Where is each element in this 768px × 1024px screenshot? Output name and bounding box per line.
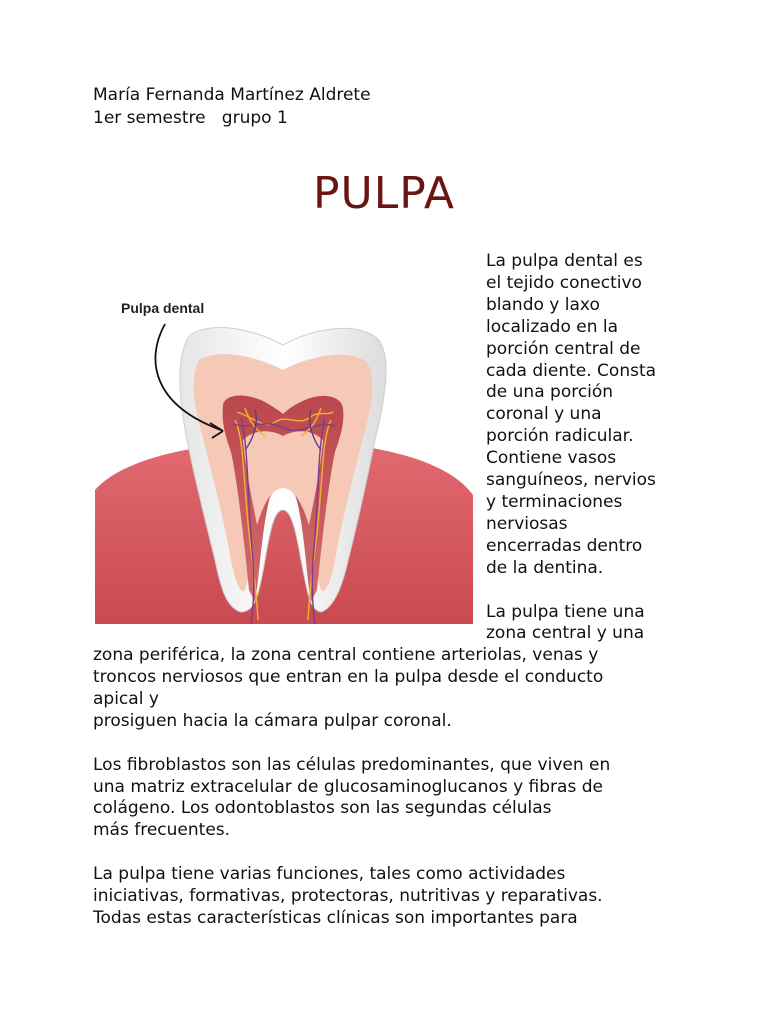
continuation-paragraph <box>93 645 753 733</box>
text-line <box>486 580 756 602</box>
text-line: La pulpa tiene varias funciones, tales como actividades <box>93 864 566 885</box>
text-line: de una porción <box>486 382 614 403</box>
text-line: Los fibroblastos son las células predominantes, que viven en <box>93 754 611 775</box>
text-line: La pulpa tiene una <box>486 601 645 622</box>
text-line: el tejido conectivo <box>486 272 642 293</box>
text-line: nerviosas <box>486 513 568 534</box>
text-line: troncos nerviosos que entran en la pulpa desde el conducto <box>93 666 604 687</box>
text-line: localizado en la <box>486 316 619 337</box>
text-line: iniciativas, formativas, protectoras, nutritivas y reparativas. <box>93 886 603 907</box>
text-line: colágeno. Los odontoblastos son las segundas células <box>93 798 552 819</box>
text-line: porción radicular. <box>486 426 634 447</box>
text-line: cada diente. Consta <box>486 360 657 381</box>
text-line: una matriz extracelular de glucosaminoglucanos y fibras de <box>93 776 603 797</box>
text-line: La pulpa dental es <box>486 251 643 271</box>
body-text <box>93 645 753 930</box>
author-group: 1er semestre grupo 1 <box>93 108 288 128</box>
author-name: María Fernanda Martínez Aldrete <box>93 85 371 105</box>
text-line: de la dentina. <box>486 557 604 578</box>
text-line: porción central de <box>486 338 641 359</box>
functions-paragraph <box>93 864 753 930</box>
text-line: zona periférica, la zona central contiene arteriolas, venas y <box>93 645 599 665</box>
figure-label: Pulpa dental <box>121 300 205 316</box>
text-line: y terminaciones <box>486 491 623 512</box>
text-line: prosiguen hacia la cámara pulpar coronal. <box>93 710 452 731</box>
text-line: blando y laxo <box>486 294 600 315</box>
text-line: más frecuentes. <box>93 820 231 841</box>
tooth-illustration <box>95 290 473 624</box>
text-line: Contiene vasos <box>486 448 617 469</box>
text-line: apical y <box>93 688 159 709</box>
text-line: coronal y una <box>486 404 602 425</box>
text-line: zona central y una <box>486 623 645 644</box>
text-line: Todas estas características clínicas son importantes para <box>93 908 578 929</box>
fibroblasts-paragraph <box>93 755 753 843</box>
side-paragraph <box>486 251 756 645</box>
text-line: sanguíneos, nervios <box>486 470 656 491</box>
author-block <box>93 84 371 130</box>
page-title: PULPA <box>312 168 456 219</box>
text-line: encerradas dentro <box>486 535 643 556</box>
